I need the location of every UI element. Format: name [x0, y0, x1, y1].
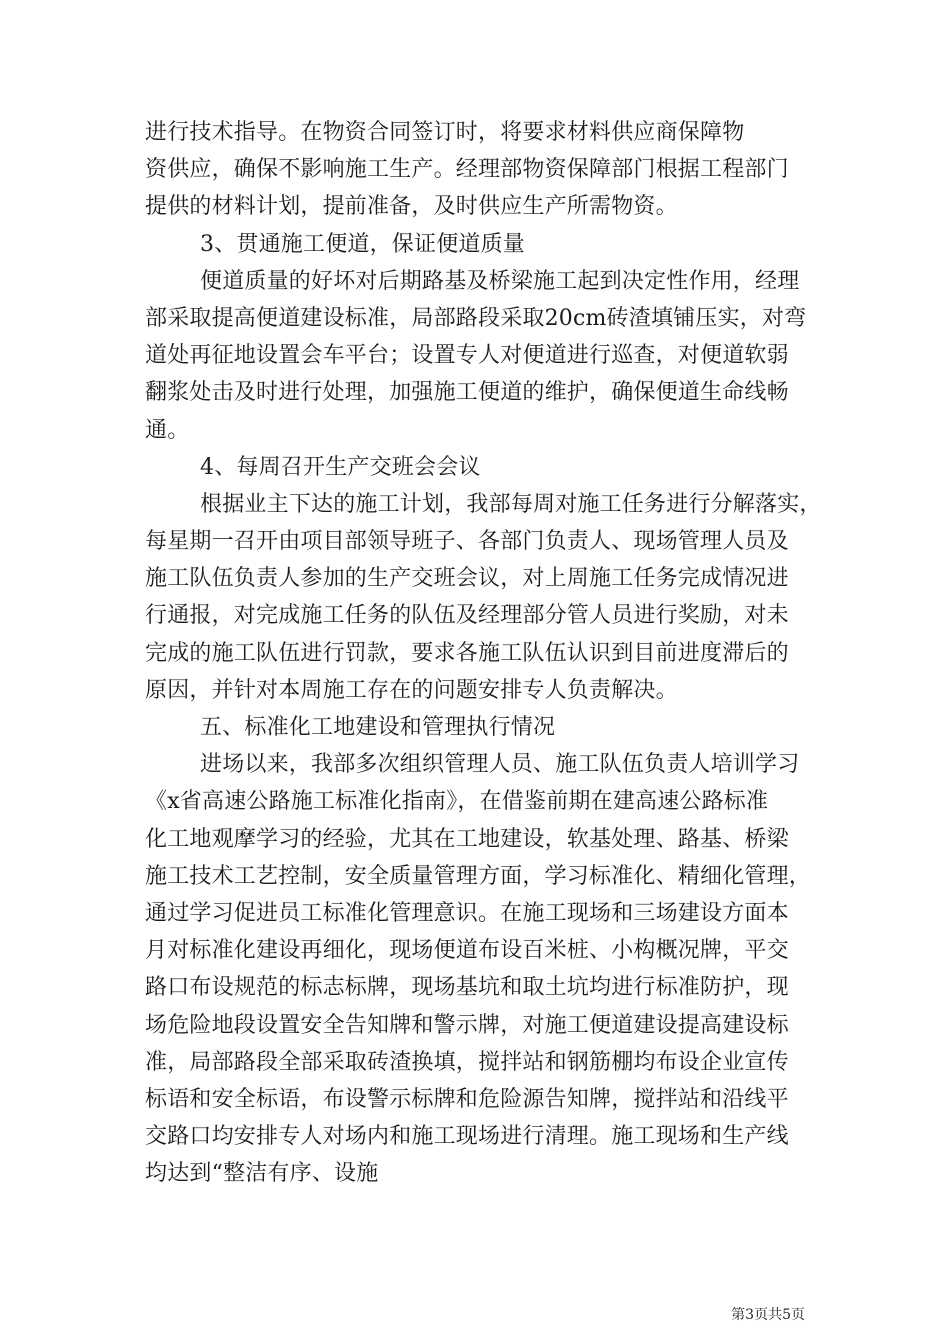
- text-line: 便道质量的好坏对后期路基及桥梁施工起到决定性作用，经理: [200, 268, 800, 294]
- text-line: 进场以来，我部多次组织管理人员、施工队伍负责人培训学习: [200, 752, 800, 778]
- text-line: 通过学习促进员工标准化管理意识。在施工现场和三场建设方面本: [145, 900, 789, 926]
- text-line: 场危险地段设置安全告知牌和警示牌，对施工便道建设提高建设标: [145, 1012, 789, 1038]
- section-heading: 五、标准化工地建设和管理执行情况: [200, 715, 556, 740]
- text-line: 进行技术指导。在物资合同签订时，将要求材料供应商保障物: [145, 120, 745, 145]
- text-line: 完成的施工队伍进行罚款，要求各施工队伍认识到目前进度滞后的: [145, 640, 789, 666]
- text-line: 标语和安全标语，布设警示标牌和危险源告知牌，搅拌站和沿线平: [145, 1086, 789, 1112]
- text-line: 每星期一召开由项目部领导班子、各部门负责人、现场管理人员及: [145, 529, 789, 555]
- text-line: 部采取提高便道建设标准，局部路段采取20cm砖渣填铺压实，对弯: [145, 305, 807, 331]
- text-line: 交路口均安排专人对场内和施工现场进行清理。施工现场和生产线: [145, 1124, 789, 1150]
- text-line: 施工队伍负责人参加的生产交班会议，对上周施工任务完成情况进: [145, 566, 789, 592]
- text-line: 施工技术工艺控制，安全质量管理方面，学习标准化、精细化管理，: [145, 863, 812, 889]
- text-line: 原因，并针对本周施工存在的问题安排专人负责解决。: [145, 677, 678, 703]
- text-line: 均达到“整洁有序、设施: [145, 1161, 379, 1187]
- section-heading: 4、每周召开生产交班会会议: [200, 454, 481, 480]
- text-line: 翻浆处击及时进行处理，加强施工便道的维护，确保便道生命线畅: [145, 380, 789, 406]
- text-line: 通。: [145, 417, 190, 443]
- text-line: 行通报，对完成施工任务的队伍及经理部分管人员进行奖励，对未: [145, 603, 789, 629]
- text-line: 准，局部路段全部采取砖渣换填，搅拌站和钢筋棚均布设企业宣传: [145, 1049, 789, 1075]
- text-line: 根据业主下达的施工计划，我部每周对施工任务进行分解落实，: [200, 491, 822, 517]
- text-line: 化工地观摩学习的经验，尤其在工地建设，软基处理、路基、桥梁: [145, 826, 789, 852]
- document-body: [145, 114, 825, 1192]
- text-line: 路口布设规范的标志标牌，现场基坑和取土坑均进行标准防护，现: [145, 975, 789, 1001]
- text-line: 资供应，确保不影响施工生产。经理部物资保障部门根据工程部门: [145, 157, 789, 183]
- text-line: 道处再征地设置会车平台；设置专人对便道进行巡查，对便道软弱: [145, 343, 789, 369]
- text-line: 月对标准化建设再细化，现场便道布设百米桩、小构概况牌，平交: [145, 938, 789, 964]
- text-line: 提供的材料计划，提前准备，及时供应生产所需物资。: [145, 194, 678, 220]
- page-number: 第3页共5页: [731, 1307, 805, 1323]
- section-heading: 3、贯通施工便道，保证便道质量: [200, 231, 525, 257]
- text-line: 《x省高速公路施工标准化指南》，在借鉴前期在建高速公路标准: [145, 789, 769, 815]
